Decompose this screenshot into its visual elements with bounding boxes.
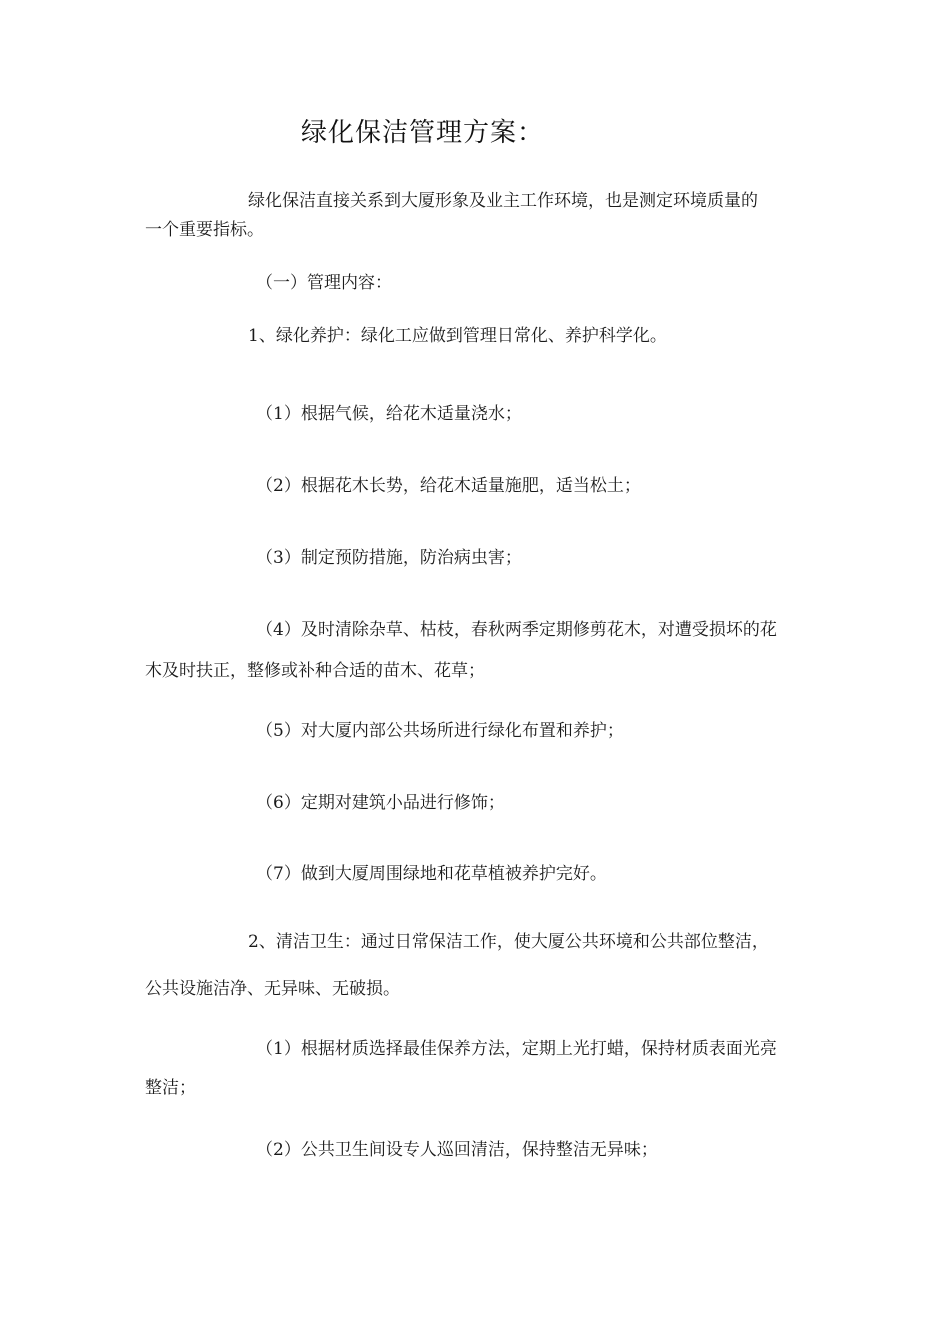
cleaning-item-1-line-2: 整洁；	[145, 1078, 196, 1098]
cleaning-heading-line-2: 公共设施洁净、无异味、无破损。	[145, 979, 400, 999]
cleaning-heading-line-1: 2、清洁卫生：通过日常保洁工作，使大厦公共环境和公共部位整洁，	[248, 932, 769, 952]
greening-item-5: （5）对大厦内部公共场所进行绿化布置和养护；	[256, 721, 624, 741]
greening-item-4-line-1: （4）及时清除杂草、枯枝，春秋两季定期修剪花木，对遭受损坏的花	[256, 620, 777, 640]
cleaning-item-1-line-1: （1）根据材质选择最佳保养方法，定期上光打蜡，保持材质表面光亮	[256, 1039, 777, 1059]
greening-item-3: （3）制定预防措施，防治病虫害；	[256, 548, 522, 568]
greening-item-4-line-2: 木及时扶正，整修或补种合适的苗木、花草；	[145, 661, 485, 681]
section-heading: （一）管理内容：	[256, 273, 392, 293]
greening-item-2: （2）根据花木长势，给花木适量施肥，适当松土；	[256, 476, 641, 496]
intro-line-1: 绿化保洁直接关系到大厦形象及业主工作环境，也是测定环境质量的	[248, 191, 758, 211]
greening-item-4	[145, 620, 835, 681]
cleaning-heading	[145, 932, 835, 999]
greening-item-1: （1）根据气候，给花木适量浇水；	[256, 404, 522, 424]
intro-line-2: 一个重要指标。	[145, 220, 264, 240]
greening-heading: 1、绿化养护：绿化工应做到管理日常化、养护科学化。	[248, 326, 667, 346]
intro-paragraph	[145, 191, 835, 240]
document-title: 绿化保洁管理方案：	[301, 118, 545, 148]
greening-item-6: （6）定期对建筑小品进行修饰；	[256, 793, 505, 813]
cleaning-item-1	[145, 1039, 835, 1098]
cleaning-item-2: （2）公共卫生间设专人巡回清洁，保持整洁无异味；	[256, 1140, 658, 1160]
greening-item-7: （7）做到大厦周围绿地和花草植被养护完好。	[256, 864, 607, 884]
